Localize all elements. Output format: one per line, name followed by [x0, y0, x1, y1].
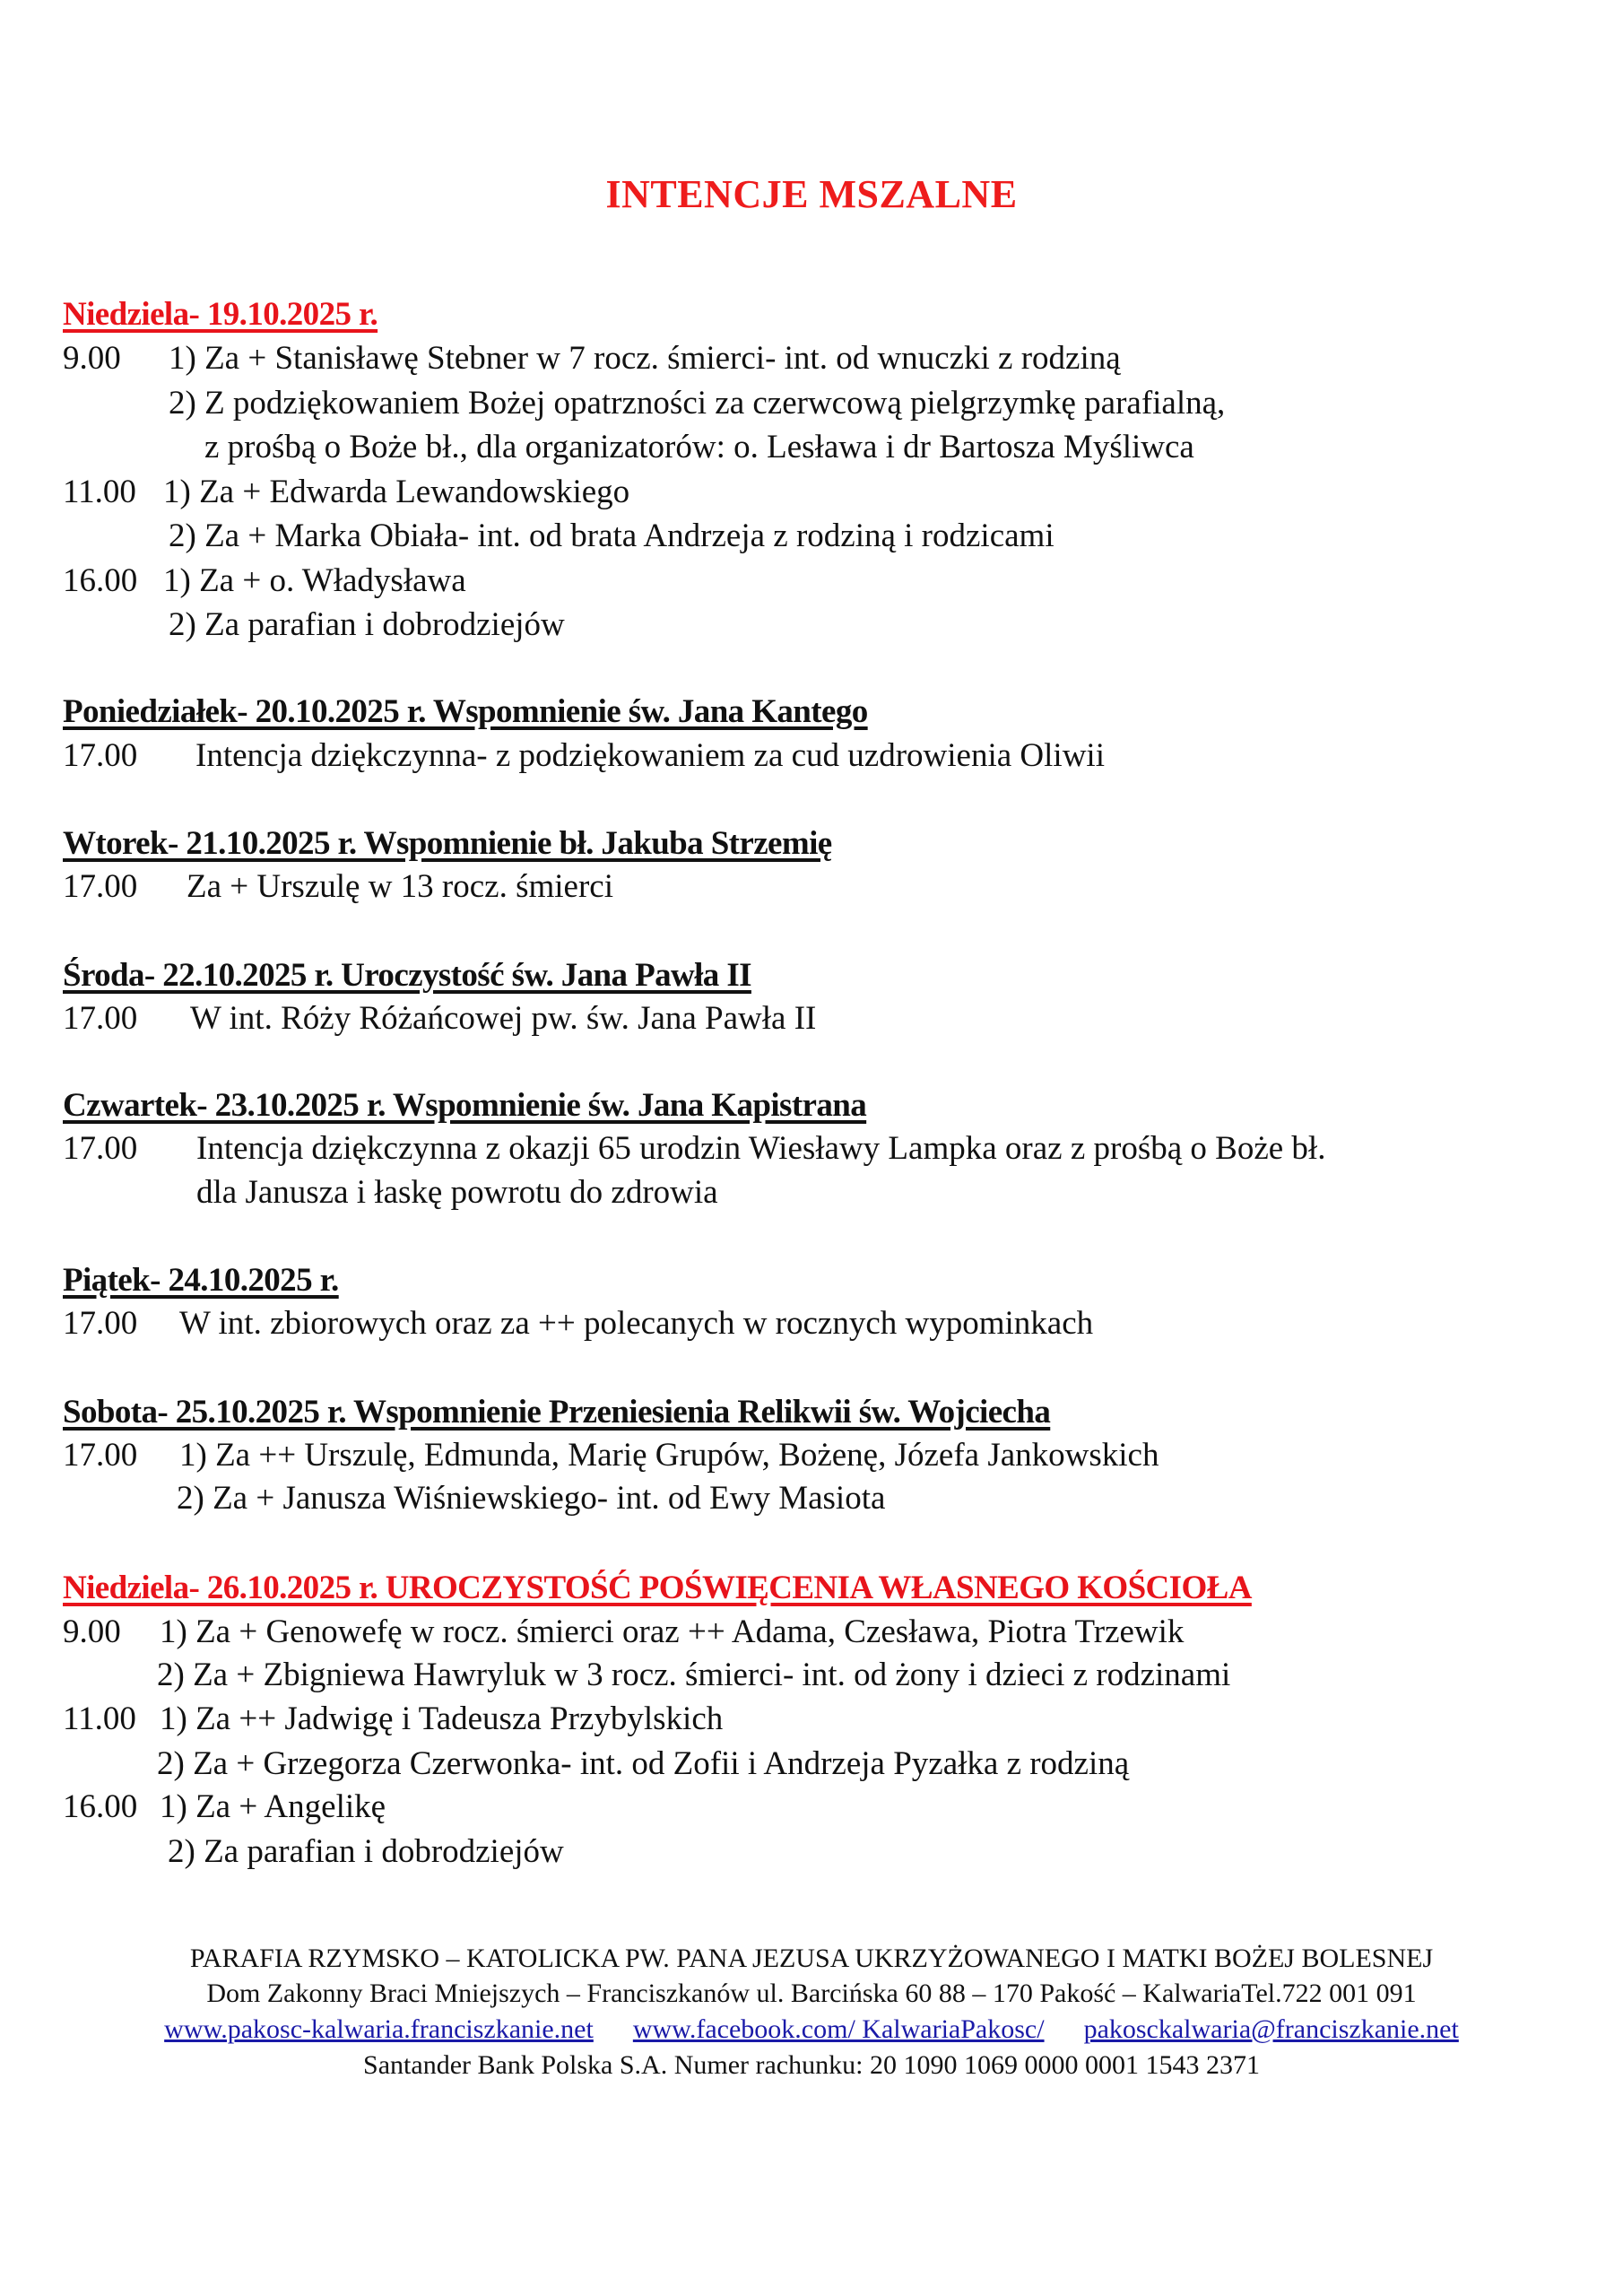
- mass-time: 16.00: [63, 562, 138, 599]
- intention-text: dla Janusza i łaskę powrotu do zdrowia: [196, 1174, 718, 1211]
- intention-text: 2) Za + Zbigniewa Hawryluk w 3 rocz. śmierci- int. od żony i dzieci z rodzinami: [157, 1657, 1231, 1693]
- email-link[interactable]: pakosckalwaria@franciszkanie.net: [1083, 2014, 1459, 2044]
- intention-row: [63, 1173, 1587, 1213]
- website-link[interactable]: www.pakosc-kalwaria.franciszkanie.net: [164, 2014, 594, 2044]
- intention-text: z prośbą o Boże bł., dla organizatorów: o. Lesława i dr Bartosza Myśliwca: [204, 429, 1194, 465]
- page-title: INTENCJE MSZALNE: [605, 172, 1018, 216]
- mass-time: 9.00: [63, 1613, 121, 1650]
- intention-row: [63, 1436, 1587, 1475]
- intention-row: [63, 867, 1587, 907]
- mass-time: 11.00: [63, 474, 136, 510]
- mass-time: 9.00: [63, 340, 121, 377]
- intention-text: W int. Róży Różańcowej pw. św. Jana Pawła II: [190, 1000, 817, 1037]
- day-heading: Poniedziałek- 20.10.2025 r. Wspomnienie św. Jana Kantego: [63, 693, 868, 730]
- intention-row: [63, 473, 1587, 512]
- mass-time: 17.00: [63, 1305, 138, 1342]
- intention-row: [63, 1304, 1587, 1344]
- day-heading: Sobota- 25.10.2025 r. Wspomnienie Przeniesienia Relikwii św. Wojciecha: [63, 1394, 1051, 1431]
- day-heading: Niedziela- 19.10.2025 r.: [63, 296, 378, 333]
- intention-row: [63, 1832, 1587, 1872]
- footer-bank-account: Santander Bank Polska S.A. Numer rachunku: 20 1090 1069 0000 0001 1543 2371: [363, 2050, 1260, 2080]
- intention-text: Intencja dziękczynna z okazji 65 urodzin Wiesławy Lampka oraz z prośbą o Boże bł.: [196, 1130, 1326, 1167]
- intention-row: [63, 1129, 1587, 1169]
- intention-text: 1) Za + Edwarda Lewandowskiego: [163, 474, 630, 510]
- footer-parish-name: PARAFIA RZYMSKO – KATOLICKA PW. PANA JEZUSA UKRZYŻOWANEGO I MATKI BOŻEJ BOLESNEJ: [189, 1944, 1434, 1973]
- intention-row: [63, 1787, 1587, 1827]
- intention-row: [63, 1656, 1587, 1695]
- intention-row: [63, 1744, 1587, 1784]
- intention-text: 2) Za + Grzegorza Czerwonka- int. od Zofii i Andrzeja Pyzałka z rodziną: [157, 1745, 1130, 1782]
- intention-text: 2) Z podziękowaniem Bożej opatrzności za czerwcową pielgrzymkę parafialną,: [169, 385, 1226, 422]
- intention-row: [63, 1700, 1587, 1739]
- intention-text: 2) Za + Marka Obiała- int. od brata Andrzeja z rodziną i rodzicami: [169, 517, 1055, 554]
- mass-time: 16.00: [63, 1788, 138, 1825]
- intention-text: 1) Za + Genowefę w rocz. śmierci oraz ++ Adama, Czesława, Piotra Trzewik: [160, 1613, 1185, 1650]
- intention-text: 2) Za parafian i dobrodziejów: [168, 1833, 564, 1870]
- day-heading: Środa- 22.10.2025 r. Uroczystość św. Jana Pawła II: [63, 957, 751, 994]
- footer-address: Dom Zakonny Braci Mniejszych – Franciszkanów ul. Barcińska 60 88 – 170 Pakość – KalwariaTel.722 001 091: [206, 1979, 1417, 2008]
- intention-text: 1) Za + o. Władysława: [163, 562, 466, 599]
- day-heading: Piątek- 24.10.2025 r.: [63, 1262, 339, 1299]
- intention-row: [63, 384, 1587, 423]
- mass-time: 17.00: [63, 737, 138, 774]
- footer-links: [0, 2013, 1623, 2046]
- intention-row: [63, 339, 1587, 378]
- day-heading: Czwartek- 23.10.2025 r. Wspomnienie św. Jana Kapistrana: [63, 1087, 867, 1124]
- intention-text: 2) Za parafian i dobrodziejów: [169, 606, 565, 643]
- mass-time: 17.00: [63, 868, 138, 905]
- intention-text: W int. zbiorowych oraz za ++ polecanych w rocznych wypominkach: [179, 1305, 1094, 1342]
- day-heading: Niedziela- 26.10.2025 r. UROCZYSTOŚĆ POŚWIĘCENIA WŁASNEGO KOŚCIOŁA: [63, 1570, 1252, 1606]
- intention-row: [63, 428, 1587, 467]
- intention-text: 1) Za ++ Jadwigę i Tadeusza Przybylskich: [160, 1700, 724, 1737]
- intention-text: 1) Za ++ Urszulę, Edmunda, Marię Grupów, Bożenę, Józefa Jankowskich: [179, 1437, 1159, 1474]
- mass-time: 17.00: [63, 1130, 138, 1167]
- mass-time: 11.00: [63, 1700, 136, 1737]
- intention-row: [63, 999, 1587, 1039]
- intention-text: 2) Za + Janusza Wiśniewskiego- int. od Ewy Masiota: [177, 1480, 886, 1517]
- mass-time: 17.00: [63, 1000, 138, 1037]
- intention-row: [63, 561, 1587, 601]
- intention-text: 1) Za + Angelikę: [160, 1788, 386, 1825]
- intention-row: [63, 736, 1587, 776]
- intention-text: Za + Urszulę w 13 rocz. śmierci: [187, 868, 613, 905]
- intention-row: [63, 1613, 1587, 1652]
- facebook-link[interactable]: www.facebook.com/ KalwariaPakosc/: [632, 2014, 1045, 2044]
- intention-row: [63, 517, 1587, 556]
- intention-row: [63, 605, 1587, 645]
- intention-text: Intencja dziękczynna- z podziękowaniem za cud uzdrowienia Oliwii: [195, 737, 1105, 774]
- day-heading: Wtorek- 21.10.2025 r. Wspomnienie bł. Jakuba Strzemię: [63, 825, 832, 862]
- intention-text: 1) Za + Stanisławę Stebner w 7 rocz. śmierci- int. od wnuczki z rodziną: [169, 340, 1121, 377]
- intention-row: [63, 1479, 1587, 1518]
- mass-time: 17.00: [63, 1437, 138, 1474]
